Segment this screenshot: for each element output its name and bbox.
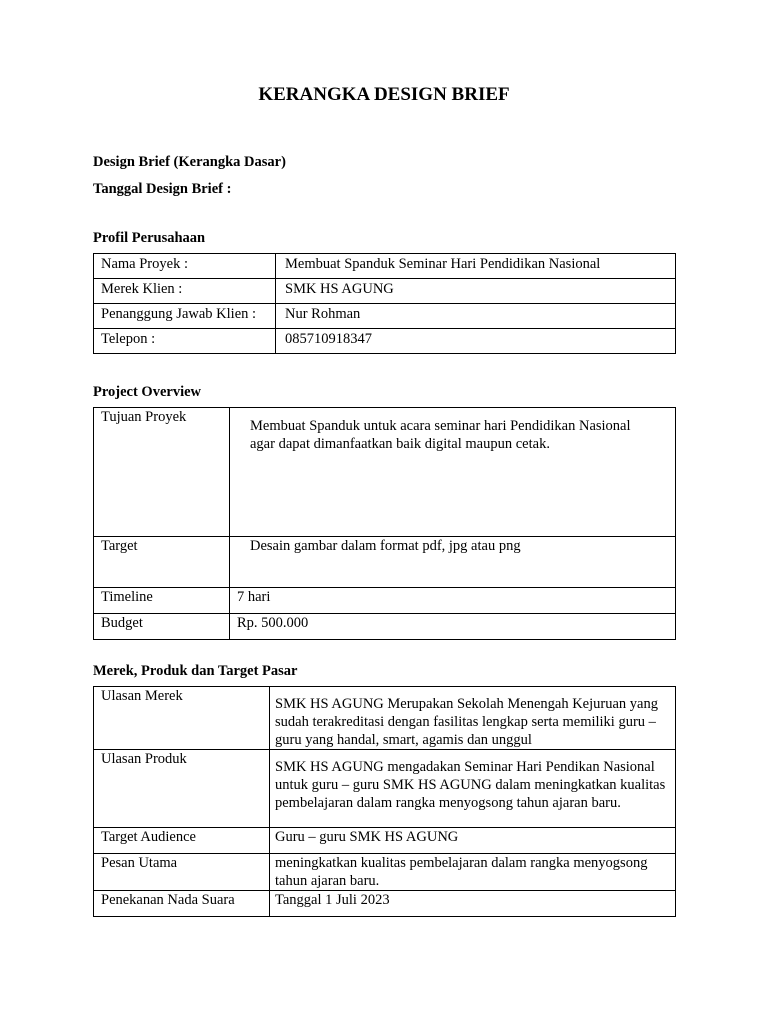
merek-klien-label: Merek Klien : xyxy=(94,279,276,304)
table-row xyxy=(94,329,676,354)
penanggung-jawab-value: Nur Rohman xyxy=(276,304,676,329)
merek-heading: Merek, Produk dan Target Pasar xyxy=(93,663,298,679)
date-label: Tanggal Design Brief : xyxy=(93,181,232,197)
target-audience-value: Guru – guru SMK HS AGUNG xyxy=(270,828,676,854)
ulasan-merek-label: Ulasan Merek xyxy=(94,687,270,750)
table-row xyxy=(94,408,676,537)
table-row xyxy=(94,279,676,304)
table-row xyxy=(94,537,676,588)
table-row xyxy=(94,750,676,828)
nada-suara-label: Penekanan Nada Suara xyxy=(94,891,270,917)
nama-proyek-value: Membuat Spanduk Seminar Hari Pendidikan Nasional xyxy=(276,254,676,279)
tujuan-line-2: agar dapat dimanfaatkan baik digital maupun cetak. xyxy=(250,436,550,452)
timeline-value: 7 hari xyxy=(230,588,676,614)
profil-heading: Profil Perusahaan xyxy=(93,230,206,246)
table-row xyxy=(94,854,676,891)
budget-value: Rp. 500.000 xyxy=(230,614,676,640)
table-row xyxy=(94,687,676,750)
table-row xyxy=(94,828,676,854)
target-audience-label: Target Audience xyxy=(94,828,270,854)
overview-heading: Project Overview xyxy=(93,384,202,400)
table-row xyxy=(94,304,676,329)
ulasan-produk-label: Ulasan Produk xyxy=(94,750,270,828)
nada-suara-value: Tanggal 1 Juli 2023 xyxy=(270,891,676,917)
pesan-utama-value: meningkatkan kualitas pembelajaran dalam rangka menyogsong tahun ajaran baru. xyxy=(270,854,676,891)
merek-table xyxy=(93,686,676,917)
penanggung-jawab-label: Penanggung Jawab Klien : xyxy=(94,304,276,329)
nama-proyek-label: Nama Proyek : xyxy=(94,254,276,279)
table-row xyxy=(94,588,676,614)
table-row xyxy=(94,254,676,279)
merek-klien-value: SMK HS AGUNG xyxy=(276,279,676,304)
table-row xyxy=(94,614,676,640)
target-value: Desain gambar dalam format pdf, jpg atau png xyxy=(230,537,676,588)
telepon-value: 085710918347 xyxy=(276,329,676,354)
ulasan-merek-value: SMK HS AGUNG Merupakan Sekolah Menengah Kejuruan yang sudah terakreditasi dengan fasilitas lengkap serta memiliki guru – guru yang handal, smart, agamis dan unggul xyxy=(270,687,676,750)
pesan-utama-label: Pesan Utama xyxy=(94,854,270,891)
tujuan-value xyxy=(230,408,676,537)
page-title: KERANGKA DESIGN BRIEF xyxy=(258,84,510,105)
budget-label: Budget xyxy=(94,614,230,640)
timeline-label: Timeline xyxy=(94,588,230,614)
brief-label: Design Brief (Kerangka Dasar) xyxy=(93,154,286,170)
profil-table xyxy=(93,253,676,354)
overview-table xyxy=(93,407,676,640)
table-row xyxy=(94,891,676,917)
ulasan-produk-value: SMK HS AGUNG mengadakan Seminar Hari Pendikan Nasional untuk guru – guru SMK HS AGUNG dalam meningkatkan kualitas pembelajaran dalam rangka menyogsong tahun ajaran baru. xyxy=(270,750,676,828)
tujuan-label: Tujuan Proyek xyxy=(94,408,230,537)
telepon-label: Telepon : xyxy=(94,329,276,354)
tujuan-line-1: Membuat Spanduk untuk acara seminar hari Pendidikan Nasional xyxy=(250,418,631,434)
target-label: Target xyxy=(94,537,230,588)
